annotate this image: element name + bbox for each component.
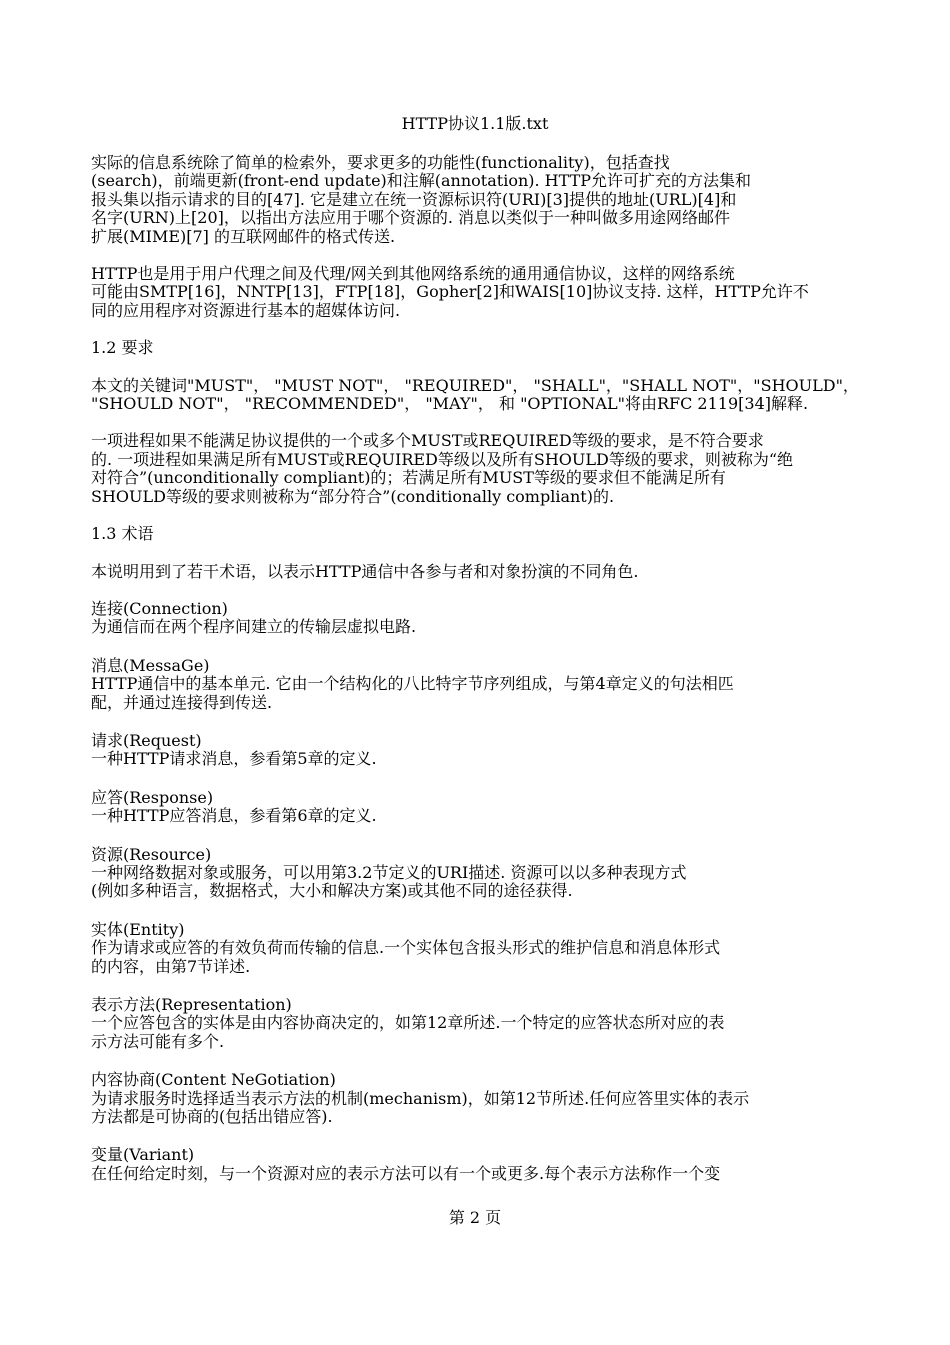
text-line: 可能由SMTP[16]，NNTP[13]，FTP[18]，Gopher[2]和WAIS[10]协议支持. 这样，HTTP允许不	[91, 282, 809, 302]
term-definition-line: 在任何给定时刻，与一个资源对应的表示方法可以有一个或更多.每个表示方法称作一个变	[91, 1163, 721, 1183]
term-definition-line: (例如多种语言，数据格式，大小和解决方案)或其他不同的途径获得.	[91, 881, 573, 901]
text-line: (search)，前端更新(front-end update)和注解(annotation). HTTP允许可扩充的方法集和	[91, 171, 752, 191]
text-line: "SHOULD NOT"， "RECOMMENDED"， "MAY"， 和 "OPTIONAL"将由RFC 2119[34]解释.	[91, 394, 809, 414]
term-definition-line: 作为请求或应答的有效负荷而传输的信息.一个实体包含报头形式的维护信息和消息体形式	[91, 938, 721, 958]
paragraph-intro	[91, 154, 871, 246]
text-line: 本文的关键词"MUST"， "MUST NOT"， "REQUIRED"， "SHALL"，"SHALL NOT"，"SHOULD"，	[91, 375, 859, 395]
term-definition-line: 示方法可能有多个.	[91, 1031, 225, 1051]
term-name: 内容协商(Content NeGotiation)	[91, 1070, 336, 1090]
text-line: 名字(URN)上[20]，以指出方法应用于哪个资源的. 消息以类似于一种叫做多用途网络邮件	[91, 208, 731, 228]
text-line: HTTP也是用于用户代理之间及代理/网关到其他网络系统的通用通信协议，这样的网络系统	[91, 264, 735, 284]
term-definition-line: HTTP通信中的基本单元. 它由一个结构化的八比特字节序列组成，与第4章定义的句法相匹	[91, 674, 734, 694]
section-heading-1-3: 1.3 术语	[91, 524, 154, 544]
paragraph-http-protocol	[91, 265, 871, 320]
text-line: 报头集以指示请求的目的[47]. 它是建立在统一资源标识符(URI)[3]提供的地址(URL)[4]和	[91, 189, 737, 209]
term-message	[91, 657, 871, 712]
text-line: 本说明用到了若干术语，以表示HTTP通信中各参与者和对象扮演的不同角色.	[91, 561, 639, 581]
text-line: 的. 一项进程如果满足所有MUST或REQUIRED等级以及所有SHOULD等级的要求，则被称为“绝	[91, 449, 794, 469]
term-representation	[91, 996, 871, 1051]
paragraph-terms-intro	[91, 563, 871, 581]
term-definition-line: 为通信而在两个程序间建立的传输层虚拟电路.	[91, 617, 417, 637]
document-body	[91, 154, 871, 1183]
page-header-title: HTTP协议1.1版.txt	[401, 114, 549, 133]
text-line: SHOULD等级的要求则被称为“部分符合”(conditionally compliant)的.	[91, 486, 615, 506]
text-line: 扩展(MIME)[7] 的互联网邮件的格式传送.	[91, 226, 396, 246]
term-name: 实体(Entity)	[91, 919, 185, 939]
term-definition-line: 一个应答包含的实体是由内容协商决定的，如第12章所述.一个特定的应答状态所对应的表	[91, 1013, 725, 1033]
term-definition-line: 一种网络数据对象或服务，可以用第3.2节定义的URI描述. 资源可以以多种表现方式	[91, 862, 687, 882]
term-definition-line: 配，并通过连接得到传送.	[91, 692, 273, 712]
text-line: 一项进程如果不能满足协议提供的一个或多个MUST或REQUIRED等级的要求，是不符合要求	[91, 431, 764, 451]
term-request	[91, 732, 871, 769]
term-name: 请求(Request)	[91, 730, 202, 750]
term-name: 资源(Resource)	[91, 844, 212, 864]
term-connection	[91, 600, 871, 637]
term-content-negotiation	[91, 1071, 871, 1126]
term-definition-line: 方法都是可协商的(包括出错应答).	[91, 1107, 333, 1127]
term-name: 连接(Connection)	[91, 598, 228, 618]
paragraph-compliance	[91, 432, 871, 506]
term-definition-line: 一种HTTP应答消息，参看第6章的定义.	[91, 806, 377, 826]
term-definition-line: 一种HTTP请求消息，参看第5章的定义.	[91, 749, 377, 769]
term-definition-line: 的内容，由第7节详述.	[91, 956, 251, 976]
term-name: 消息(MessaGe)	[91, 655, 210, 675]
term-name: 变量(Variant)	[91, 1145, 195, 1165]
term-variant	[91, 1146, 871, 1183]
text-line: 实际的信息系统除了简单的检索外，要求更多的功能性(functionality)，包括查找	[91, 153, 670, 172]
term-resource	[91, 846, 871, 901]
page-number: 第 2 页	[448, 1208, 502, 1227]
term-name: 表示方法(Representation)	[91, 995, 292, 1014]
term-definition-line: 为请求服务时选择适当表示方法的机制(mechanism)，如第12节所述.任何应答里实体的表示	[91, 1088, 750, 1108]
text-line: 对符合”(unconditionally compliant)的；若满足所有MUST等级的要求但不能满足所有	[91, 468, 726, 488]
text-line: 同的应用程序对资源进行基本的超媒体访问.	[91, 300, 401, 320]
paragraph-keywords	[91, 377, 871, 414]
section-heading-1-2: 1.2 要求	[91, 338, 154, 358]
term-response	[91, 789, 871, 826]
term-entity	[91, 921, 871, 976]
term-name: 应答(Response)	[91, 787, 214, 807]
